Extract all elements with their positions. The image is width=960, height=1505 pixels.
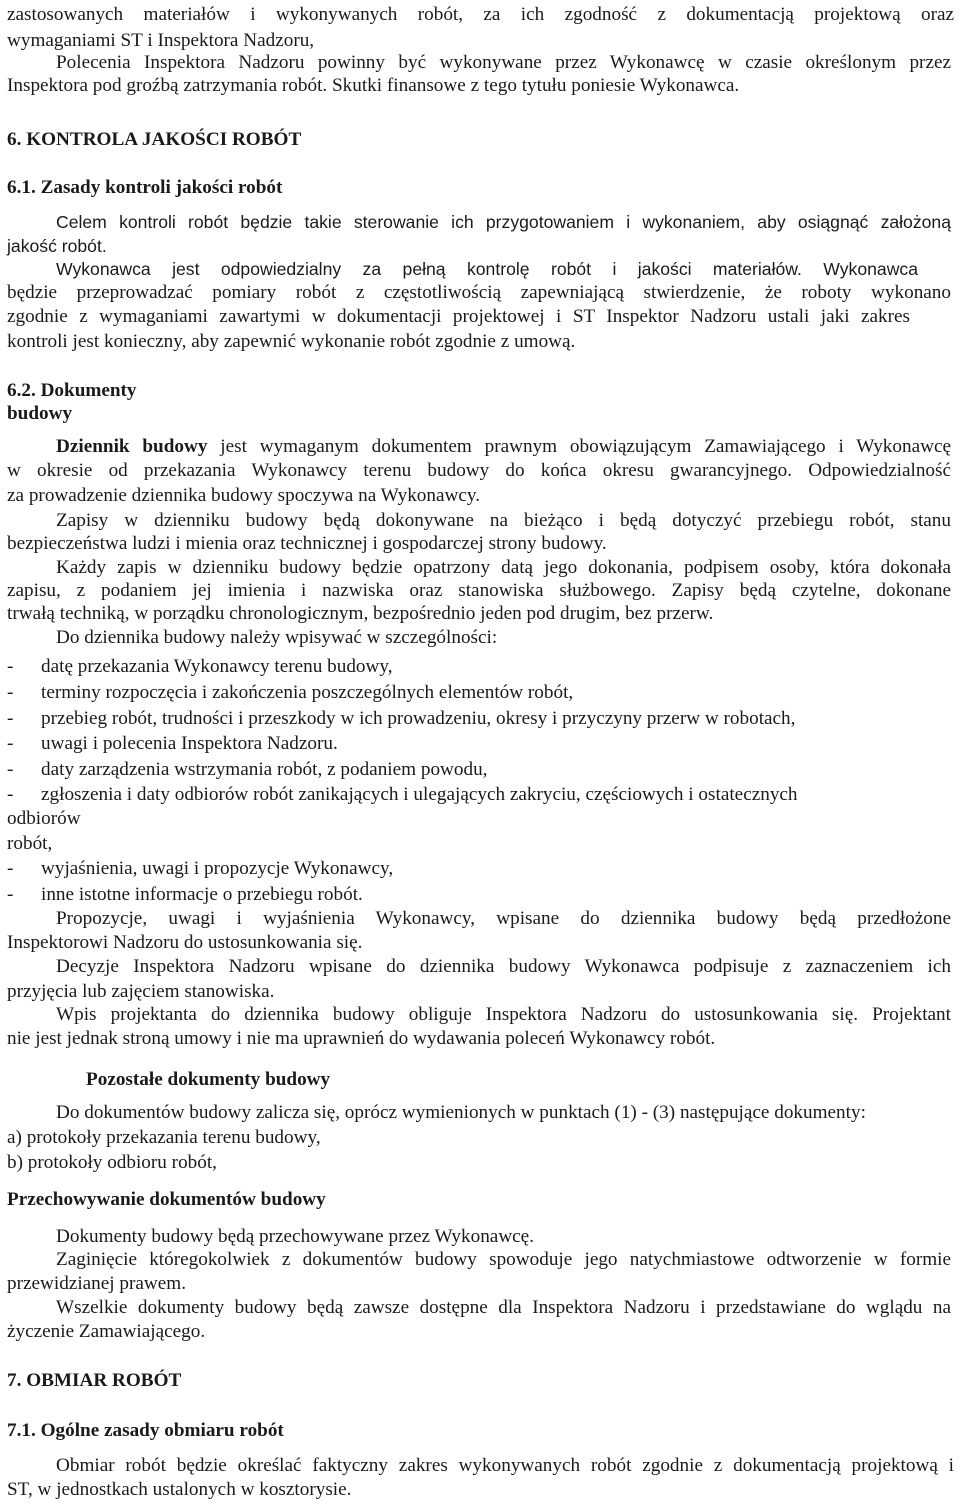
text-line: w okresie od przekazania Wykonawcy terenu budowy do końca okresu gwarancyjnego. Odpowiedzialność: [7, 460, 951, 481]
dziennik-bold-term: Dziennik budowy: [56, 436, 208, 457]
text-line: Wpis projektanta do dziennika budowy obliguje Inspektora Nadzoru do ustosunkowania się. Projektant: [56, 1004, 951, 1025]
list-dash: -: [7, 784, 14, 805]
list-item: przebieg robót, trudności i przeszkody w ich prowadzeniu, okresy i przyczyny przerw w robotach,: [41, 708, 796, 729]
text-line: Dokumenty budowy będą przechowywane przez Wykonawcę.: [56, 1226, 535, 1247]
list-item: uwagi i polecenia Inspektora Nadzoru.: [41, 733, 338, 754]
text-line: robót,: [7, 833, 53, 854]
text-line: zapisu, z podaniem jej imienia i nazwiska oraz stanowiska służbowego. Zapisy będą czytelne, dokonane: [7, 580, 951, 601]
list-item: terminy rozpoczęcia i zakończenia poszczególnych elementów robót,: [41, 682, 574, 703]
text-line: Każdy zapis w dzienniku budowy będzie opatrzony datą jego dokonania, podpisem osoby, która dokonała: [56, 557, 951, 578]
text-line: Wykonawca jest odpowiedzialny za pełną kontrolę robót i jakości materiałów. Wykonawca: [56, 259, 918, 279]
section-heading: 6. KONTROLA JAKOŚCI ROBÓT: [7, 129, 302, 150]
list-dash: -: [7, 884, 14, 905]
text-line: przewidzianej prawem.: [7, 1273, 186, 1294]
text-line: ST, w jednostkach ustalonych w kosztorysie.: [7, 1479, 352, 1500]
text-line: Inspektorowi Nadzoru do ustosunkowania się.: [7, 932, 363, 953]
text-line: przyjęcia lub zajęciem stanowiska.: [7, 981, 275, 1002]
section-heading: 7. OBMIAR ROBÓT: [7, 1370, 182, 1391]
text-span: jest wymaganym dokumentem prawnym obowiązującym Zamawiającego i Wykonawcę: [207, 436, 951, 457]
text-line: Polecenia Inspektora Nadzoru powinny być wykonywane przez Wykonawcę w czasie określonym przez: [56, 52, 951, 73]
text-line: Obmiar robót będzie określać faktyczny zakres wykonywanych robót zgodnie z dokumentacją projektową i: [56, 1455, 954, 1476]
text-line: Propozycje, uwagi i wyjaśnienia Wykonawcy, wpisane do dziennika budowy będą przedłożone: [56, 908, 951, 929]
list-item: a) protokoły przekazania terenu budowy,: [7, 1127, 321, 1148]
list-dash: -: [7, 682, 14, 703]
text-line: Zapisy w dzienniku budowy będą dokonywane na bieżąco i będą dotyczyć przebiegu robót, stanu: [56, 510, 951, 531]
text-line: kontroli jest konieczny, aby zapewnić wykonanie robót zgodnie z umową.: [7, 331, 576, 352]
text-line: nie jest jednak stroną umowy i nie ma uprawnień do wydawania poleceń Wykonawcy robót.: [7, 1028, 716, 1049]
list-item: wyjaśnienia, uwagi i propozycje Wykonawcy,: [41, 858, 394, 879]
subsection-heading: 7.1. Ogólne zasady obmiaru robót: [7, 1420, 284, 1441]
list-item: daty zarządzenia wstrzymania robót, z podaniem powodu,: [41, 759, 488, 780]
text-line: Inspektora pod groźbą zatrzymania robót. Skutki finansowe z tego tytułu poniesie Wykonawca.: [7, 75, 740, 96]
text-line: Decyzje Inspektora Nadzoru wpisane do dziennika budowy Wykonawca podpisuje z zaznaczeniem ich: [56, 956, 951, 977]
list-dash: -: [7, 858, 14, 879]
text-line: Wszelkie dokumenty budowy będą zawsze dostępne dla Inspektora Nadzoru i przedstawiane do wglądu na: [56, 1297, 951, 1318]
list-dash: -: [7, 759, 14, 780]
list-dash: -: [7, 656, 14, 677]
text-line: zastosowanych materiałów i wykonywanych robót, za ich zgodność z dokumentacją projektową oraz: [7, 4, 954, 25]
list-dash: -: [7, 733, 14, 754]
subsection-heading: Przechowywanie dokumentów budowy: [7, 1189, 326, 1210]
text-line: trwałą techniką, w porządku chronologicznym, bezpośrednio jeden pod drugim, bez przerw.: [7, 603, 714, 624]
text-line: bezpieczeństwa ludzi i mienia oraz technicznej i gospodarczej strony budowy.: [7, 533, 607, 554]
list-item: inne istotne informacje o przebiegu robót.: [41, 884, 363, 905]
text-line: [56, 436, 951, 458]
text-line: Zaginięcie któregokolwiek z dokumentów budowy spowoduje jego natychmiastowe odtworzenie w formie: [56, 1249, 951, 1270]
subsection-heading: Pozostałe dokumenty budowy: [86, 1069, 331, 1090]
list-item: zgłoszenia i daty odbiorów robót zanikających i ulegających zakryciu, częściowych i ostatecznych: [41, 784, 798, 805]
list-dash: -: [7, 708, 14, 729]
text-line: będzie przeprowadzać pomiary robót z częstotliwością zapewniającą stwierdzenie, że roboty wykonano: [7, 282, 951, 303]
text-line: jakość robót.: [7, 236, 107, 256]
text-line: życzenie Zamawiającego.: [7, 1321, 206, 1342]
list-item: b) protokoły odbioru robót,: [7, 1152, 217, 1173]
subsection-heading: budowy: [7, 403, 73, 424]
text-line: Do dokumentów budowy zalicza się, oprócz wymienionych w punktach (1) - (3) następujące dokumenty:: [56, 1102, 866, 1123]
subsection-heading: 6.2. Dokumenty: [7, 380, 137, 401]
text-line: wymaganiami ST i Inspektora Nadzoru,: [7, 30, 315, 51]
subsection-heading: 6.1. Zasady kontroli jakości robót: [7, 177, 283, 198]
text-line: odbiorów: [7, 808, 81, 829]
text-line: zgodnie z wymaganiami zawartymi w dokumentacji projektowej i ST Inspektor Nadzoru ustali jaki zakres: [7, 306, 910, 327]
text-line: Celem kontroli robót będzie takie sterowanie ich przygotowaniem i wykonaniem, aby osiągnąć założoną: [56, 212, 951, 232]
list-item: datę przekazania Wykonawcy terenu budowy,: [41, 656, 393, 677]
text-line: za prowadzenie dziennika budowy spoczywa na Wykonawcy.: [7, 485, 481, 506]
text-line: Do dziennika budowy należy wpisywać w szczególności:: [56, 627, 498, 648]
